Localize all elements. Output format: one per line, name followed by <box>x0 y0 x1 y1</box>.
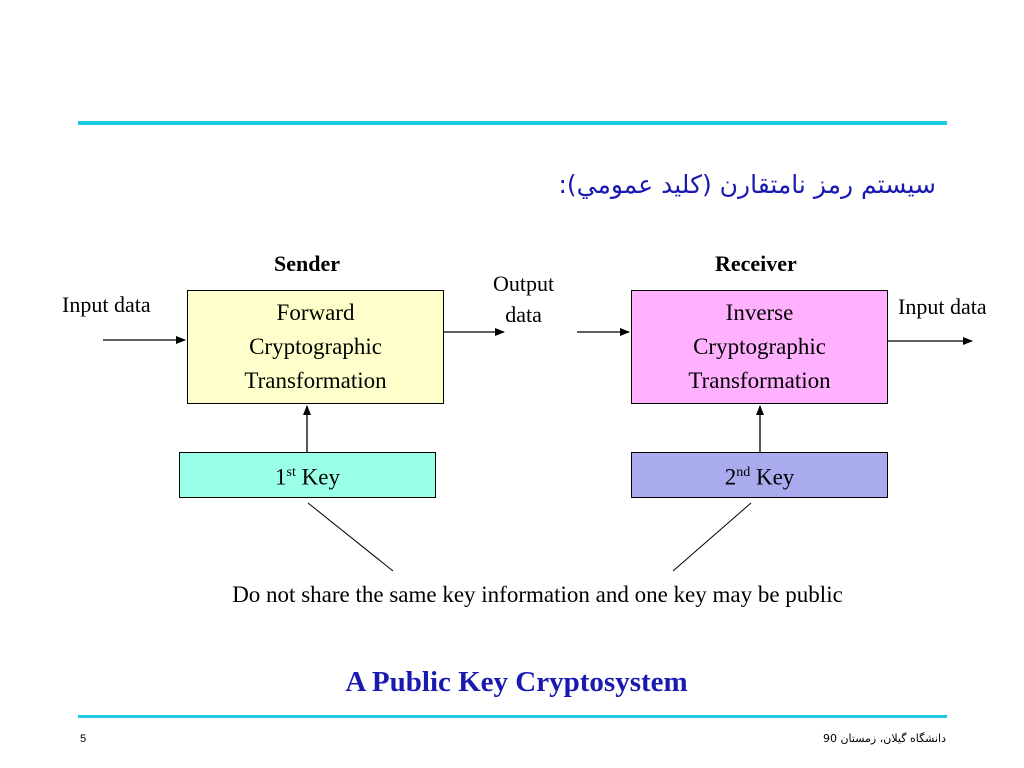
input-data-label-left: Input data <box>62 292 151 317</box>
inverse-box-line2: Cryptographic <box>693 334 826 359</box>
forward-box-line3: Transformation <box>244 368 387 393</box>
note-pointer-right <box>673 503 751 571</box>
first-key-number: 1 <box>275 464 287 490</box>
first-key-suffix: st <box>286 464 296 480</box>
second-key-number: 2 <box>724 464 737 490</box>
footer-text: دانشگاه گيلان، زمستان 90 <box>822 732 946 745</box>
input-data-label-right: Input data <box>898 294 987 319</box>
forward-box-line2: Cryptographic <box>249 334 382 359</box>
inverse-box-line1: Inverse <box>725 300 794 325</box>
page-number: 5 <box>80 733 87 745</box>
second-key-suffix: nd <box>736 464 751 480</box>
note-text: Do not share the same key information and one key may be public <box>232 582 843 607</box>
first-key-word: Key <box>295 464 340 490</box>
slide-title: سيستم رمز نامتقارن (كليد عمومي): <box>558 170 936 199</box>
sender-label: Sender <box>274 251 340 276</box>
output-label-line1: Output <box>493 271 555 296</box>
inverse-box-line3: Transformation <box>688 368 831 393</box>
second-key-word: Key <box>750 464 795 490</box>
receiver-label: Receiver <box>715 251 797 276</box>
output-label-line2: data <box>505 302 542 327</box>
diagram-caption: A Public Key Cryptosystem <box>345 666 688 698</box>
note-pointer-left <box>308 503 393 571</box>
forward-box-line1: Forward <box>276 300 355 325</box>
